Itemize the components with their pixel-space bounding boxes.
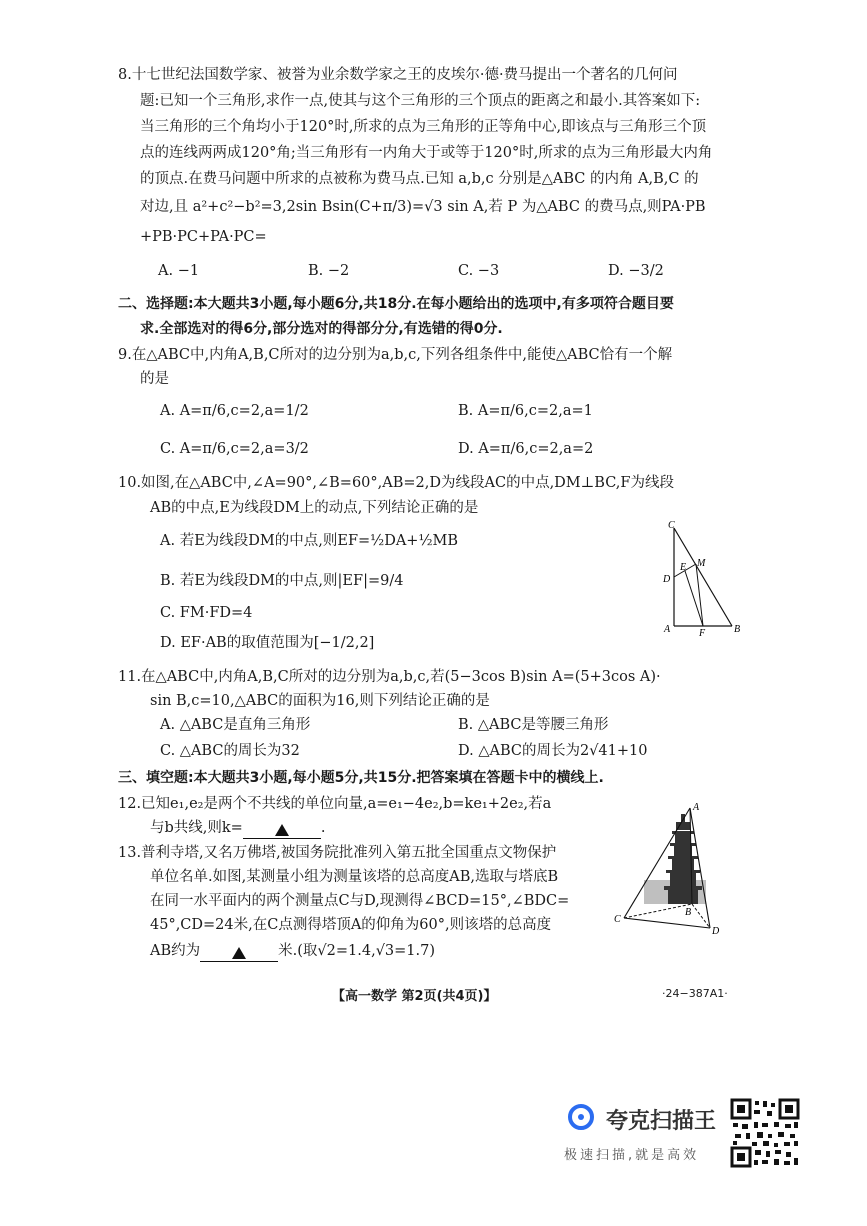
q8-line-5: 的顶点.在费马问题中所求的点被称为费马点.已知 a,b,c 分别是△ABC 的内角 A,B,C 的 xyxy=(140,171,699,187)
q13-label-a: A xyxy=(693,802,700,813)
q8-line-3: 当三角形的三个角均小于120°时,所求的点为三角形的正等角中心,即该点与三角形三个顶 xyxy=(140,119,707,135)
section3-heading: 三、填空题:本大题共3小题,每小题5分,共15分.把答案填在答题卡中的横线上. xyxy=(118,770,604,786)
q8-option-a: A. −1 xyxy=(158,263,200,279)
q13-line-5-end: 米.(取√2=1.4,√3=1.7) xyxy=(278,943,436,959)
q13-line-cd xyxy=(624,918,710,928)
q11-option-c: C. △ABC的周长为32 xyxy=(160,743,300,759)
q10-label-c: C xyxy=(668,520,675,531)
q12-line-1: 12.已知e₁,e₂是两个不共线的单位向量,a=e₁−4e₂,b=ke₁+2e₂,若a xyxy=(118,796,552,812)
q8-option-c: C. −3 xyxy=(458,263,500,279)
q13-line-1: 13.普利寺塔,又名万佛塔,被国务院批准列入第五批全国重点文物保护 xyxy=(118,845,557,861)
pagoda-icon xyxy=(664,814,702,904)
q12-line-2 xyxy=(150,817,325,839)
q10-option-a: A. 若E为线段DM的中点,则EF=½DA+½MB xyxy=(160,533,459,549)
scanner-watermark xyxy=(560,1098,860,1174)
q8-option-b: B. −2 xyxy=(308,263,350,279)
q13-line-5-text: AB约为 xyxy=(150,943,201,959)
q13-line-cb xyxy=(624,904,692,918)
q13-line-4: 45°,CD=24米,在C点测得塔顶A的仰角为60°,则该塔的总高度 xyxy=(150,917,552,933)
q13-pagoda-figure xyxy=(610,800,726,938)
q9-line-2: 的是 xyxy=(140,371,169,387)
q13-line-3: 在同一水平面内的两个测量点C与D,现测得∠BCD=15°,∠BDC= xyxy=(150,893,570,909)
triangle-icon xyxy=(232,947,246,959)
qr-code-icon xyxy=(730,1098,800,1168)
q10-option-b: B. 若E为线段DM的中点,则|EF|=9/4 xyxy=(160,573,404,589)
q10-side-bc xyxy=(674,528,732,626)
q8-line-4: 点的连线两两成120°角;当三角形有一内角大于或等于120°时,所求的点为三角形最大内角 xyxy=(140,145,713,161)
q9-option-b: B. A=π/6,c=2,a=1 xyxy=(458,403,593,419)
q8-line-6: 对边,且 a²+c²−b²=3,2sin Bsin(C+π/3)=√3 sin A,若 P 为△ABC 的费马点,则PA·PB xyxy=(140,199,706,215)
q13-line-2: 单位名单.如图,某测量小组为测量该塔的总高度AB,选取与塔底B xyxy=(150,869,559,885)
q10-label-a: A xyxy=(664,624,671,635)
q10-line-1: 10.如图,在△ABC中,∠A=90°,∠B=60°,AB=2,D为线段AC的中点,DM⊥BC,F为线段 xyxy=(118,475,674,491)
scanner-logo-icon xyxy=(568,1104,594,1130)
q10-triangle-figure xyxy=(660,518,744,640)
q13-answer-blank[interactable] xyxy=(200,945,278,962)
q9-option-a: A. A=π/6,c=2,a=1/2 xyxy=(160,403,309,419)
q13-line-5 xyxy=(150,940,435,962)
q8-line-7: +PB·PC+PA·PC= xyxy=(140,229,267,245)
scanner-slogan: 极速扫描,就是高效 xyxy=(564,1148,700,1163)
q11-option-b: B. △ABC是等腰三角形 xyxy=(458,717,609,733)
page-footer-code: ·24−387A1· xyxy=(662,987,728,1000)
q8-line-1: 8.十七世纪法国数学家、被誉为业余数学家之王的皮埃尔·德·费马提出一个著名的几何问 xyxy=(118,67,678,83)
q10-label-d: D xyxy=(663,574,671,585)
q10-option-c: C. FM·FD=4 xyxy=(160,605,253,621)
q11-option-d: D. △ABC的周长为2√41+10 xyxy=(458,743,648,759)
q10-option-d: D. EF·AB的取值范围为[−1/2,2] xyxy=(160,635,375,651)
q8-option-d: D. −3/2 xyxy=(608,263,664,279)
section2-line-2: 求.全部选对的得6分,部分选对的得部分分,有选错的得0分. xyxy=(140,321,503,337)
triangle-icon xyxy=(275,824,289,836)
q12-line-2-text: 与b共线,则k= xyxy=(150,820,243,836)
q8-line-2: 题:已知一个三角形,求作一点,使其与这个三角形的三个顶点的距离之和最小.其答案如下: xyxy=(140,93,701,109)
q9-option-c: C. A=π/6,c=2,a=3/2 xyxy=(160,441,309,457)
q11-line-2: sin B,c=10,△ABC的面积为16,则下列结论正确的是 xyxy=(150,693,490,709)
q11-line-1: 11.在△ABC中,内角A,B,C所对的边分别为a,b,c,若(5−3cos B)sin A=(5+3cos A)· xyxy=(118,669,661,685)
q12-answer-blank[interactable] xyxy=(243,822,321,839)
q9-line-1: 9.在△ABC中,内角A,B,C所对的边分别为a,b,c,下列各组条件中,能使△ABC恰有一个解 xyxy=(118,347,673,363)
q10-label-b: B xyxy=(734,624,741,635)
q10-label-m: M xyxy=(697,558,706,569)
q13-label-d: D xyxy=(712,926,720,937)
q9-option-d: D. A=π/6,c=2,a=2 xyxy=(458,441,594,457)
q13-line-bd xyxy=(692,904,710,928)
page-footer-center: 【高一数学 第2页(共4页)】 xyxy=(332,989,497,1004)
q10-label-e: E xyxy=(680,562,687,573)
scanner-name: 夸克扫描王 xyxy=(606,1109,717,1134)
section2-line-1: 二、选择题:本大题共3小题,每小题6分,共18分.在每小题给出的选项中,有多项符合题目要 xyxy=(118,296,674,312)
q11-option-a: A. △ABC是直角三角形 xyxy=(160,717,311,733)
q13-label-b: B xyxy=(685,907,692,918)
q10-label-f: F xyxy=(699,628,706,639)
q10-line-2: AB的中点,E为线段DM上的动点,下列结论正确的是 xyxy=(150,500,479,516)
q12-line-2-end: . xyxy=(320,820,326,836)
q13-label-c: C xyxy=(614,914,621,925)
